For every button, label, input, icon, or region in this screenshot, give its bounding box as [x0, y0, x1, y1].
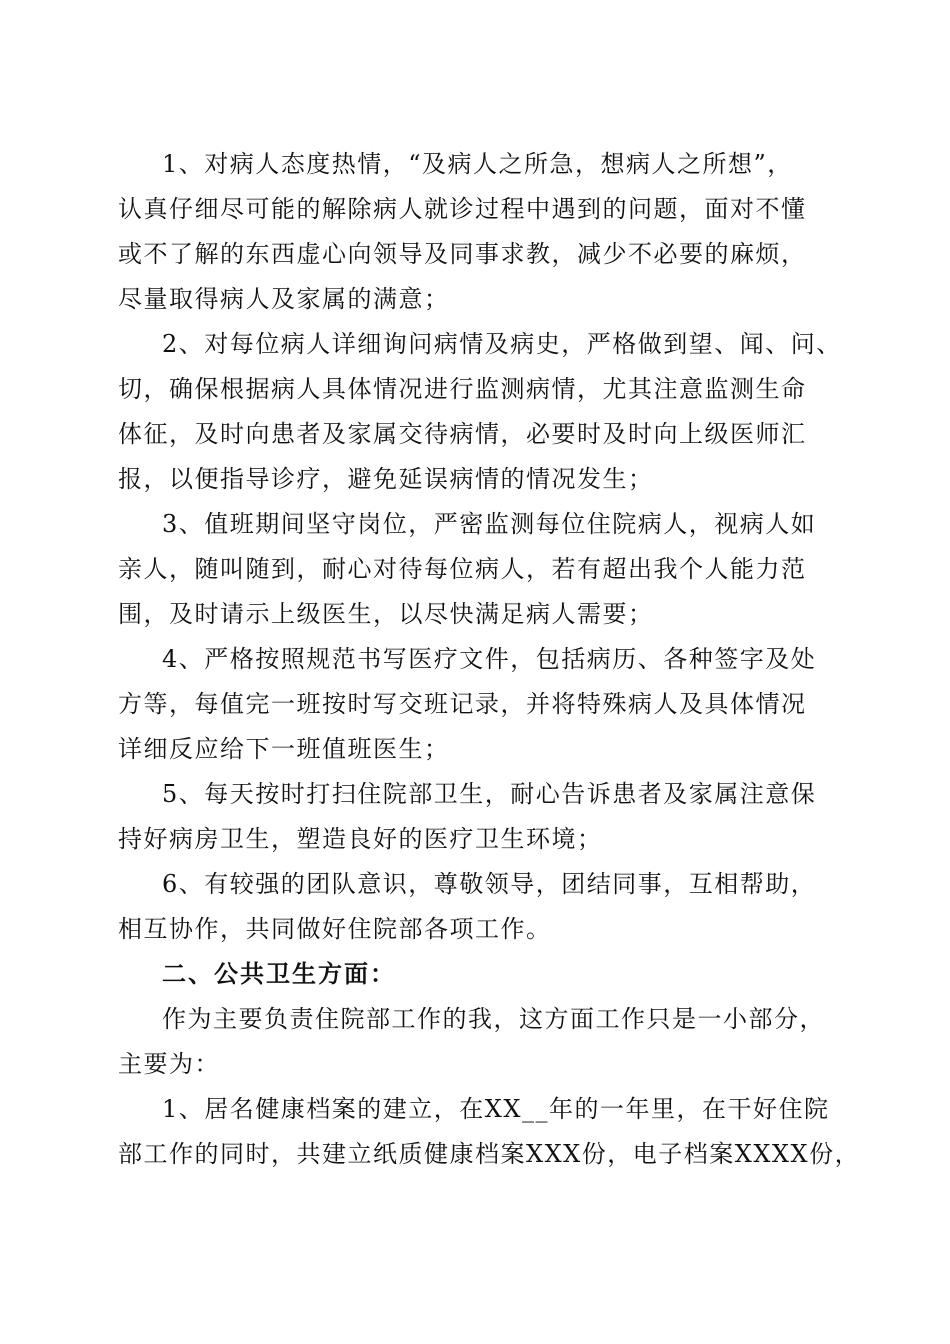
text-line: 4、严格按照规范书写医疗文件，包括病历、各种签字及处: [162, 645, 817, 673]
text-line: 主要为：: [118, 1050, 220, 1078]
text-line: 围，及时请示上级医生，以尽快满足病人需要；: [118, 600, 654, 628]
text-line: 2、对每位病人详细询问病情及病史，严格做到望、闻、问、: [162, 330, 842, 358]
section-heading: 二、公共卫生方面：: [162, 960, 396, 988]
text-line: 方等，每值完一班按时写交班记录，并将特殊病人及具体情况: [118, 690, 807, 718]
text-line: 3、值班期间坚守岗位，严密监测每位住院病人，视病人如: [162, 510, 817, 538]
paragraph-2: [118, 322, 840, 502]
text-line: 持好病房卫生，塑造良好的医疗卫生环境；: [118, 825, 603, 853]
text-line: 5、每天按时打扫住院部卫生，耐心告诉患者及家属注意保: [162, 780, 817, 808]
document-body: [118, 142, 861, 1177]
paragraph-3: [118, 502, 840, 637]
text-line: 切，确保根据病人具体情况进行监测病情，尤其注意监测生命: [118, 375, 807, 403]
text-line: 1、对病人态度热情，“及病人之所急，想病人之所想”，: [162, 150, 793, 178]
text-line: 1、居名健康档案的建立，在XX__年的一年里，在干好住院: [162, 1095, 830, 1123]
paragraph-health-records: [118, 1087, 861, 1177]
text-line: 相互协作，共同做好住院部各项工作。: [118, 915, 552, 943]
text-line: 6、有较强的团队意识，尊敬领导，团结同事，互相帮助，: [162, 870, 817, 898]
text-line: 亲人，随叫随到，耐心对待每位病人，若有超出我个人能力范: [118, 555, 807, 583]
paragraph-4: [118, 637, 840, 772]
paragraph-5: [118, 772, 840, 862]
text-line: 尽量取得病人及家属的满意；: [118, 285, 450, 313]
text-line: 报，以便指导诊疗，避免延误病情的情况发生；: [118, 465, 654, 493]
text-line: 部工作的同时，共建立纸质健康档案XXX份，电子档案XXXX份，: [118, 1140, 861, 1168]
intro-paragraph: [118, 997, 840, 1087]
paragraph-1: [118, 142, 840, 322]
text-line: 认真仔细尽可能的解除病人就诊过程中遇到的问题，面对不懂: [118, 195, 807, 223]
text-line: 或不了解的东西虚心向领导及同事求教，减少不必要的麻烦，: [118, 240, 807, 268]
text-line: 详细反应给下一班值班医生；: [118, 735, 450, 763]
paragraph-6: [118, 862, 840, 952]
text-line: 体征，及时向患者及家属交待病情，必要时及时向上级医师汇: [118, 420, 807, 448]
text-line: 作为主要负责住院部工作的我，这方面工作只是一小部分，: [162, 1005, 825, 1033]
